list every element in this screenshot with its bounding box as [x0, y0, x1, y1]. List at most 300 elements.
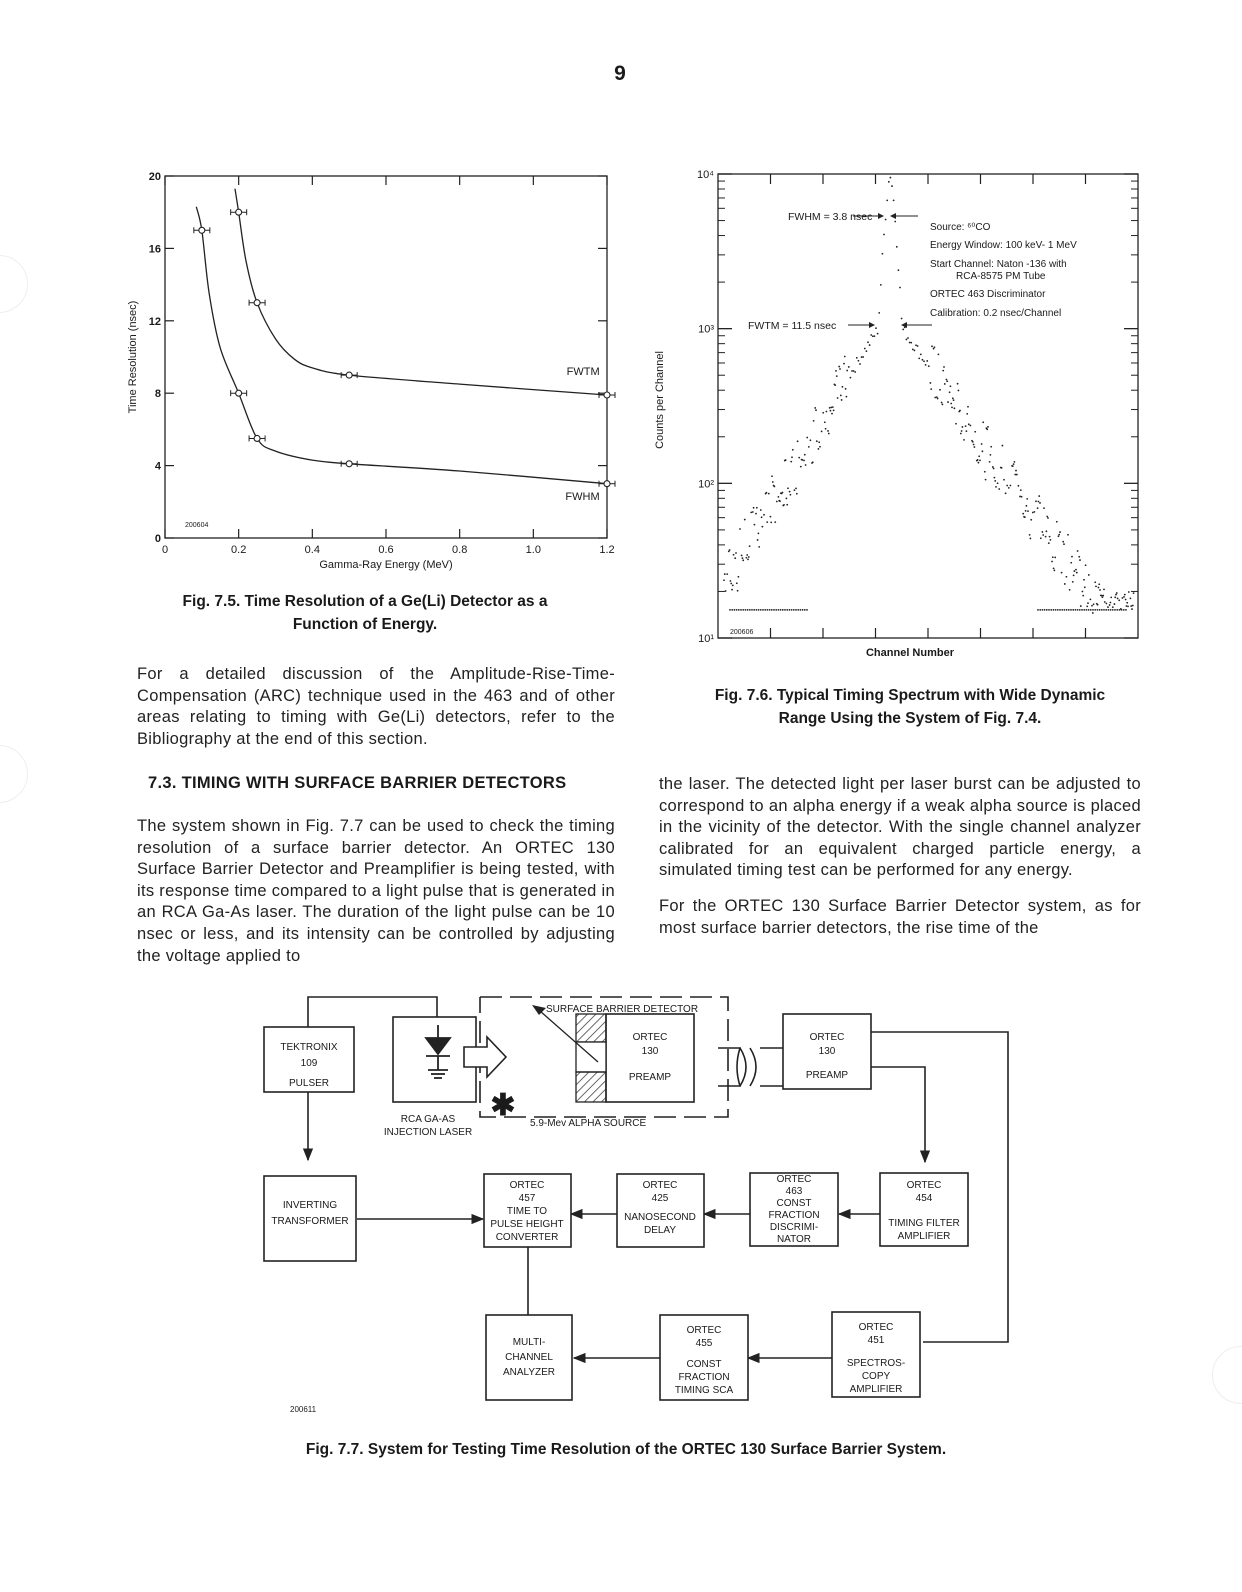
- fig76-data-point: [939, 389, 941, 391]
- fig76-data-point: [1043, 507, 1045, 509]
- fig76-baseline-point: [1042, 609, 1044, 611]
- fig76-caption-line2: Range Using the System of Fig. 7.4.: [778, 710, 1042, 727]
- fig76-baseline-point: [764, 609, 766, 611]
- fig76-data-point: [1099, 589, 1101, 591]
- fig76-data-point: [902, 329, 904, 331]
- fig76-baseline-point: [1075, 609, 1077, 611]
- fig76-data-point: [1030, 519, 1032, 521]
- fig76-data-point: [1071, 556, 1073, 558]
- fig76-data-point: [770, 521, 772, 523]
- fig76-data-point: [952, 397, 954, 399]
- diagram-label-ortec463: FRACTION: [768, 1210, 820, 1221]
- fig76-data-point: [922, 359, 924, 361]
- fig76-baseline-point: [784, 609, 786, 611]
- fig76-data-point: [749, 545, 751, 547]
- fig76-data-point: [1083, 579, 1085, 581]
- fig76-data-point: [1124, 594, 1126, 596]
- fig76-baseline-point: [795, 609, 797, 611]
- fig76-data-point: [950, 385, 952, 387]
- fig76-data-point: [804, 454, 806, 456]
- fig76-data-point: [771, 475, 773, 477]
- fig76-data-point: [733, 554, 735, 556]
- fig76-baseline-point: [791, 609, 793, 611]
- fig76-data-point: [870, 334, 872, 336]
- fig76-data-point: [953, 399, 955, 401]
- fig76-data-point: [915, 344, 917, 346]
- fig76-baseline-point: [769, 609, 771, 611]
- diagram-label-ortec425: ORTEC: [642, 1180, 678, 1191]
- fig75-data-point: [346, 461, 352, 467]
- fig76-data-point: [1128, 591, 1130, 593]
- fig76-data-point: [978, 455, 980, 457]
- fig76-data-point: [832, 406, 834, 408]
- fig76-y-tick-label: 10²: [698, 478, 714, 491]
- fig76-data-point: [851, 370, 853, 372]
- fig76-baseline-point: [1086, 609, 1088, 611]
- fig76-data-point: [1110, 597, 1112, 599]
- fig76-data-point: [982, 421, 984, 423]
- fig76-data-point: [883, 234, 885, 236]
- fig76-data-point: [1013, 463, 1015, 465]
- fig76-y-tick-label: 10³: [698, 323, 714, 336]
- fig76-baseline-point: [1072, 609, 1074, 611]
- fig76-data-point: [1097, 604, 1099, 606]
- diagram-label-ortec130a: 130: [641, 1046, 659, 1057]
- fig76-data-point: [1118, 599, 1120, 601]
- fig76-data-point: [842, 386, 844, 388]
- fig76-data-point: [949, 391, 951, 393]
- fig76-data-point: [805, 464, 807, 466]
- fig76-data-point: [1049, 536, 1051, 538]
- fig76-baseline-point: [751, 609, 753, 611]
- fig76-data-point: [794, 489, 796, 491]
- fig76-data-point: [872, 335, 874, 337]
- fig76-data-point: [835, 370, 837, 372]
- fig76-data-point: [1008, 487, 1010, 489]
- fig76-data-point: [1056, 521, 1058, 523]
- diagram-label-ortec425: 425: [651, 1193, 669, 1204]
- fig76-data-point: [1064, 583, 1066, 585]
- fig76-data-point: [790, 494, 792, 496]
- fig76-baseline-point: [786, 609, 788, 611]
- fig76-data-point: [965, 425, 967, 427]
- fig76-data-point: [1051, 561, 1053, 563]
- fig76-data-point: [770, 516, 772, 518]
- fig76-data-point: [831, 413, 833, 415]
- fig75-id-label: 200604: [185, 522, 209, 529]
- fig76-data-point: [1114, 596, 1116, 598]
- fig76-data-point: [986, 428, 988, 430]
- fig76-baseline-point: [806, 609, 808, 611]
- fig76-baseline-point: [1083, 609, 1085, 611]
- diagram-label-ortec455: FRACTION: [678, 1372, 730, 1383]
- fig76-data-point: [869, 344, 871, 346]
- fig76-data-point: [1047, 517, 1049, 519]
- fig76-data-point: [1077, 550, 1079, 552]
- fig76-data-point: [789, 491, 791, 493]
- diagram-label-inverting: INVERTING: [282, 1200, 338, 1211]
- fig76-data-point: [893, 199, 895, 201]
- fig75-x-tick-label: 0.4: [304, 544, 320, 556]
- diagram-label-ortec463: DISCRIMI-: [769, 1222, 819, 1233]
- fig76-data-point: [846, 370, 848, 372]
- fig76-start-label-2: RCA-8575 PM Tube: [956, 271, 1046, 282]
- fig76-data-point: [824, 421, 826, 423]
- fig76-data-point: [901, 318, 903, 320]
- fig76-data-point: [803, 460, 805, 462]
- fig76-data-point: [967, 406, 969, 408]
- diagram-label-ortec130b: 130: [818, 1046, 836, 1057]
- fig76-data-point: [730, 580, 732, 582]
- fig76-data-point: [1040, 537, 1042, 539]
- fig75-data-point: [236, 390, 242, 396]
- diagram-label-ortec463: 463: [785, 1186, 803, 1197]
- fig76-data-point: [1076, 572, 1078, 574]
- fig75-y-ticks: [149, 171, 607, 545]
- diagram-label-ortec463: NATOR: [776, 1234, 812, 1245]
- fig76-data-point: [917, 345, 919, 347]
- fig76-data-point: [1086, 605, 1088, 607]
- fig76-data-point: [1079, 559, 1081, 561]
- fig76-data-point: [946, 379, 948, 381]
- fig76-data-point: [731, 589, 733, 591]
- diagram-label-ortec451: 451: [867, 1335, 885, 1346]
- fig76-data-point: [748, 556, 750, 558]
- fig76-data-point: [1115, 594, 1117, 596]
- fig76-baseline-point: [1055, 609, 1057, 611]
- fig76-data-point: [968, 423, 970, 425]
- fig76-baseline-point: [1099, 609, 1101, 611]
- diagram-label-ortec130a: ORTEC: [632, 1032, 668, 1043]
- fig76-data-point: [844, 356, 846, 358]
- fig76-data-point: [766, 492, 768, 494]
- fig75-series-label-fwhm: FWHM: [565, 490, 600, 503]
- fig76-data-point: [1039, 502, 1041, 504]
- diagram-label-mca: MULTI-: [512, 1337, 546, 1348]
- fig76-caption: [660, 684, 1160, 730]
- fig76-data-point: [782, 492, 784, 494]
- fig76-data-point: [746, 557, 748, 559]
- fig76-data-point: [882, 253, 884, 255]
- fig76-data-point: [1038, 495, 1040, 497]
- fig76-data-point: [808, 446, 810, 448]
- fig76-data-point: [912, 348, 914, 350]
- fig76-baseline-point: [1092, 609, 1094, 611]
- fig76-data-point: [1070, 562, 1072, 564]
- fig75-x-tick-label: 0: [161, 544, 169, 556]
- fig76-data-point: [1002, 445, 1004, 447]
- fig76-baseline-point: [1112, 609, 1114, 611]
- fig75-x-axis-label: Gamma-Ray Energy (MeV): [319, 559, 453, 571]
- fig76-data-point: [758, 546, 760, 548]
- fig76-x-axis-label: Channel Number: [865, 647, 955, 659]
- fig76-data-point: [768, 493, 770, 495]
- fig76-baseline-point: [1066, 609, 1068, 611]
- fig76-data-point: [1046, 530, 1048, 532]
- diagram-label-tektronix: TEKTRONIX: [280, 1042, 338, 1053]
- fig76-data-point: [944, 383, 946, 385]
- fig76-data-point: [833, 409, 835, 411]
- fig76-data-point: [866, 350, 868, 352]
- fig76-fwtm-label: FWTM = 11.5 nsec: [748, 320, 837, 332]
- fig76-baseline-point: [1119, 609, 1121, 611]
- fig76-data-point: [736, 582, 738, 584]
- fig76-data-point: [1127, 606, 1129, 608]
- diagram-label-ortec455: 455: [695, 1338, 713, 1349]
- diagram-id-label: 200611: [290, 1405, 317, 1414]
- fig76-data-point: [762, 526, 764, 528]
- fig76-data-point: [1054, 557, 1056, 559]
- fig76-data-point: [985, 479, 987, 481]
- detector-pointer-arrowhead: [532, 1005, 546, 1015]
- fig76-fwhm-label: FWHM = 3.8 nsec: [788, 211, 873, 223]
- fig76-disc-label: ORTEC 463 Discriminator: [930, 289, 1046, 300]
- fig76-data-point: [1095, 586, 1097, 588]
- fig76-data-point: [928, 365, 930, 367]
- fig76-data-point: [1010, 485, 1012, 487]
- fig76-data-point: [734, 557, 736, 559]
- fig76-data-point: [1084, 586, 1086, 588]
- fig76-data-point: [812, 461, 814, 463]
- fig76-baseline-point: [1048, 609, 1050, 611]
- fig76-data-point: [1003, 479, 1005, 481]
- fig76-data-point: [853, 370, 855, 372]
- fig76-baseline-point: [1101, 609, 1103, 611]
- fig76-data-point: [923, 360, 925, 362]
- fig76-data-point: [982, 450, 984, 452]
- fig76-baseline-point: [780, 609, 782, 611]
- fig76-baseline-point: [793, 609, 795, 611]
- fig76-baseline-point: [1037, 609, 1039, 611]
- fig76-data-point: [1123, 596, 1125, 598]
- fig76-data-point: [1072, 581, 1074, 583]
- fig76-data-point: [787, 487, 789, 489]
- fwtm-arrowhead-left: [869, 322, 875, 328]
- fig76-data-point: [886, 199, 888, 201]
- fig76-baseline-point: [1114, 609, 1116, 611]
- diagram-label-ortec455: ORTEC: [686, 1325, 722, 1336]
- fig76-data-point: [836, 375, 838, 377]
- fig75-data-point: [254, 435, 260, 441]
- fig75-data-point: [604, 392, 610, 398]
- diagram-label-tektronix: 109: [300, 1058, 318, 1069]
- fig76-data-point: [755, 513, 757, 515]
- fig75-x-tick-label: 0.8: [452, 544, 468, 556]
- fig76-data-point: [937, 398, 939, 400]
- fig76-caption-line1: Fig. 7.6. Typical Timing Spectrum with Wide Dynamic: [714, 687, 1106, 704]
- fig76-data-point: [1087, 602, 1089, 604]
- fig76-data-point: [752, 511, 754, 513]
- fig76-data-point: [1098, 583, 1100, 585]
- fig76-baseline-point: [760, 609, 762, 611]
- fig76-data-point: [1088, 574, 1090, 576]
- fig76-data-point: [786, 498, 788, 500]
- fig76-data-point: [979, 459, 981, 461]
- fig76-data-point: [760, 509, 762, 511]
- fig76-data-point: [864, 348, 866, 350]
- fig76-data-point: [1067, 534, 1069, 536]
- fig76-data-point: [1024, 516, 1026, 518]
- diagram-label-mca: CHANNEL: [505, 1352, 553, 1363]
- fig76-data-point: [806, 437, 808, 439]
- fig76-baseline-point: [753, 609, 755, 611]
- fig76-data-point: [994, 477, 996, 479]
- fig76-baseline-point: [1079, 609, 1081, 611]
- fig76-baseline-point: [804, 609, 806, 611]
- fig76-data-point: [1025, 510, 1027, 512]
- fig76-baseline-point: [729, 609, 731, 611]
- fig76-data-point: [990, 454, 992, 456]
- fwhm-arrowhead-right: [890, 213, 896, 219]
- left-column-text-top: [137, 664, 615, 764]
- fig76-data-point: [830, 407, 832, 409]
- fig76-baseline-point: [1050, 609, 1052, 611]
- fig75-plot-frame: [165, 176, 607, 538]
- fig76-data-point: [837, 397, 839, 399]
- fig76-data-point: [1062, 541, 1064, 543]
- fig76-data-point: [766, 521, 768, 523]
- fig76-data-point: [779, 500, 781, 502]
- fig76-data-point: [796, 493, 798, 495]
- fig75-x-tick-label: 1.2: [599, 544, 615, 556]
- fig76-data-point: [1053, 568, 1055, 570]
- fig76-baseline-point: [1110, 609, 1112, 611]
- fig76-baseline-point: [742, 609, 744, 611]
- fig76-data-point: [827, 430, 829, 432]
- fig76-data-point: [791, 456, 793, 458]
- fig76-data-point: [858, 360, 860, 362]
- fig76-data-point: [758, 533, 760, 535]
- fig76-data-point: [1014, 474, 1016, 476]
- fig76-data-point: [795, 488, 797, 490]
- fig76-data-point: [981, 443, 983, 445]
- fig76-baseline-point: [1123, 609, 1125, 611]
- fig76-data-point: [841, 399, 843, 401]
- fig76-data-point: [1133, 592, 1135, 594]
- fig76-baseline-point: [1053, 609, 1055, 611]
- fig76-data-point: [970, 425, 972, 427]
- fig76-start-label-1: Start Channel: Naton -136 with: [930, 259, 1067, 270]
- fig76-data-point: [776, 501, 778, 503]
- diagram-label-ortec130b: ORTEC: [809, 1032, 845, 1043]
- fig76-data-point: [966, 430, 968, 432]
- fig76-data-point: [998, 488, 1000, 490]
- fig76-data-point: [818, 448, 820, 450]
- fig76-data-point: [1082, 595, 1084, 597]
- fig76-data-point: [1131, 608, 1133, 610]
- fig76-data-point: [735, 552, 737, 554]
- fig76-data-point: [1006, 485, 1008, 487]
- fig76-data-point: [990, 446, 992, 448]
- fig75-caption-line1: Fig. 7.5. Time Resolution of a Ge(Li) Detector as a: [182, 593, 548, 610]
- fig76-data-point: [984, 471, 986, 473]
- fig76-baseline-point: [782, 609, 784, 611]
- fig76-data-point: [942, 404, 944, 406]
- fig76-data-point: [845, 388, 847, 390]
- fig76-baseline-point: [1064, 609, 1066, 611]
- diagram-label-alpha-source: 5.9-Mev ALPHA SOURCE: [530, 1118, 647, 1129]
- fig76-data-point: [814, 407, 816, 409]
- fig76-data-point: [943, 366, 945, 368]
- fig76-baseline-point: [738, 609, 740, 611]
- section-heading-7-3: 7.3. TIMING WITH SURFACE BARRIER DETECTORS: [148, 774, 567, 792]
- fig76-baseline-point: [1059, 609, 1061, 611]
- fig76-baseline-point: [1088, 609, 1090, 611]
- fig76-data-point: [757, 539, 759, 541]
- fig76-data-point: [930, 382, 932, 384]
- fig76-data-point: [888, 181, 890, 183]
- diagram-label-ortec457: TIME TO: [506, 1206, 548, 1217]
- fig76-data-point: [1075, 569, 1077, 571]
- fig76-data-point: [826, 411, 828, 413]
- fig76-data-point: [798, 457, 800, 459]
- diagram-label-ortec454: AMPLIFIER: [897, 1231, 951, 1242]
- punch-hole-middle: [0, 745, 28, 803]
- fig76-data-point: [909, 342, 911, 344]
- fig76-data-point: [834, 384, 836, 386]
- fig76-data-point: [1014, 461, 1016, 463]
- fig76-baseline-point: [1081, 609, 1083, 611]
- fig76-data-point: [974, 431, 976, 433]
- alpha-source-star-icon: ✱: [490, 1089, 516, 1122]
- fig76-data-point: [989, 461, 991, 463]
- fig76-data-point: [875, 327, 877, 329]
- fig76-data-point: [861, 356, 863, 358]
- fig76-data-point: [840, 395, 842, 397]
- fig76-data-point: [995, 486, 997, 488]
- fig76-y-tick-label: 10⁴: [697, 169, 714, 181]
- fig76-baseline-point: [1068, 609, 1070, 611]
- punch-hole-top: [0, 255, 28, 313]
- fig76-data-point: [753, 507, 755, 509]
- fig76-data-point: [819, 446, 821, 448]
- diagram-label-ortec457: 457: [518, 1193, 536, 1204]
- fig76-data-point: [1101, 595, 1103, 597]
- fig76-data-point: [961, 430, 963, 432]
- fig75-curve-fwhm: [196, 207, 607, 484]
- diagram-label-ortec454: 454: [915, 1193, 933, 1204]
- diagram-label-ortec455: TIMING SCA: [674, 1385, 734, 1396]
- fig76-data-point: [974, 446, 976, 448]
- fig76-data-point: [930, 388, 932, 390]
- fig76-data-point: [810, 439, 812, 441]
- fig76-data-point: [1103, 588, 1105, 590]
- fig76-data-point: [959, 410, 961, 412]
- fig75-series-label-fwtm: FWTM: [566, 365, 600, 378]
- fig76-data-point: [1058, 535, 1060, 537]
- fig76-data-point: [1027, 510, 1029, 512]
- diagram-label-ortec130b: PREAMP: [805, 1070, 849, 1081]
- fig76-data-point: [816, 440, 818, 442]
- fig76-data-point: [1026, 498, 1028, 500]
- fig76-data-point: [815, 409, 817, 411]
- fig76-data-point: [1130, 597, 1132, 599]
- fig76-baseline-point: [756, 609, 758, 611]
- fig76-data-point: [1061, 572, 1063, 574]
- fig76-data-point: [746, 554, 748, 556]
- diagram-label-ortec451: AMPLIFIER: [849, 1384, 903, 1395]
- fig76-data-point: [737, 590, 739, 592]
- fig76-data-point: [1012, 465, 1014, 467]
- diagram-label-tektronix: PULSER: [288, 1078, 330, 1089]
- fig76-baseline-point: [767, 609, 769, 611]
- fig76-data-point: [1114, 603, 1116, 605]
- fig76-data-point: [899, 287, 901, 289]
- fig76-data-point: [1054, 569, 1056, 571]
- diagram-label-ortec463: ORTEC: [776, 1174, 812, 1185]
- fig76-data-point: [1080, 605, 1082, 607]
- fig76-data-point: [1109, 604, 1111, 606]
